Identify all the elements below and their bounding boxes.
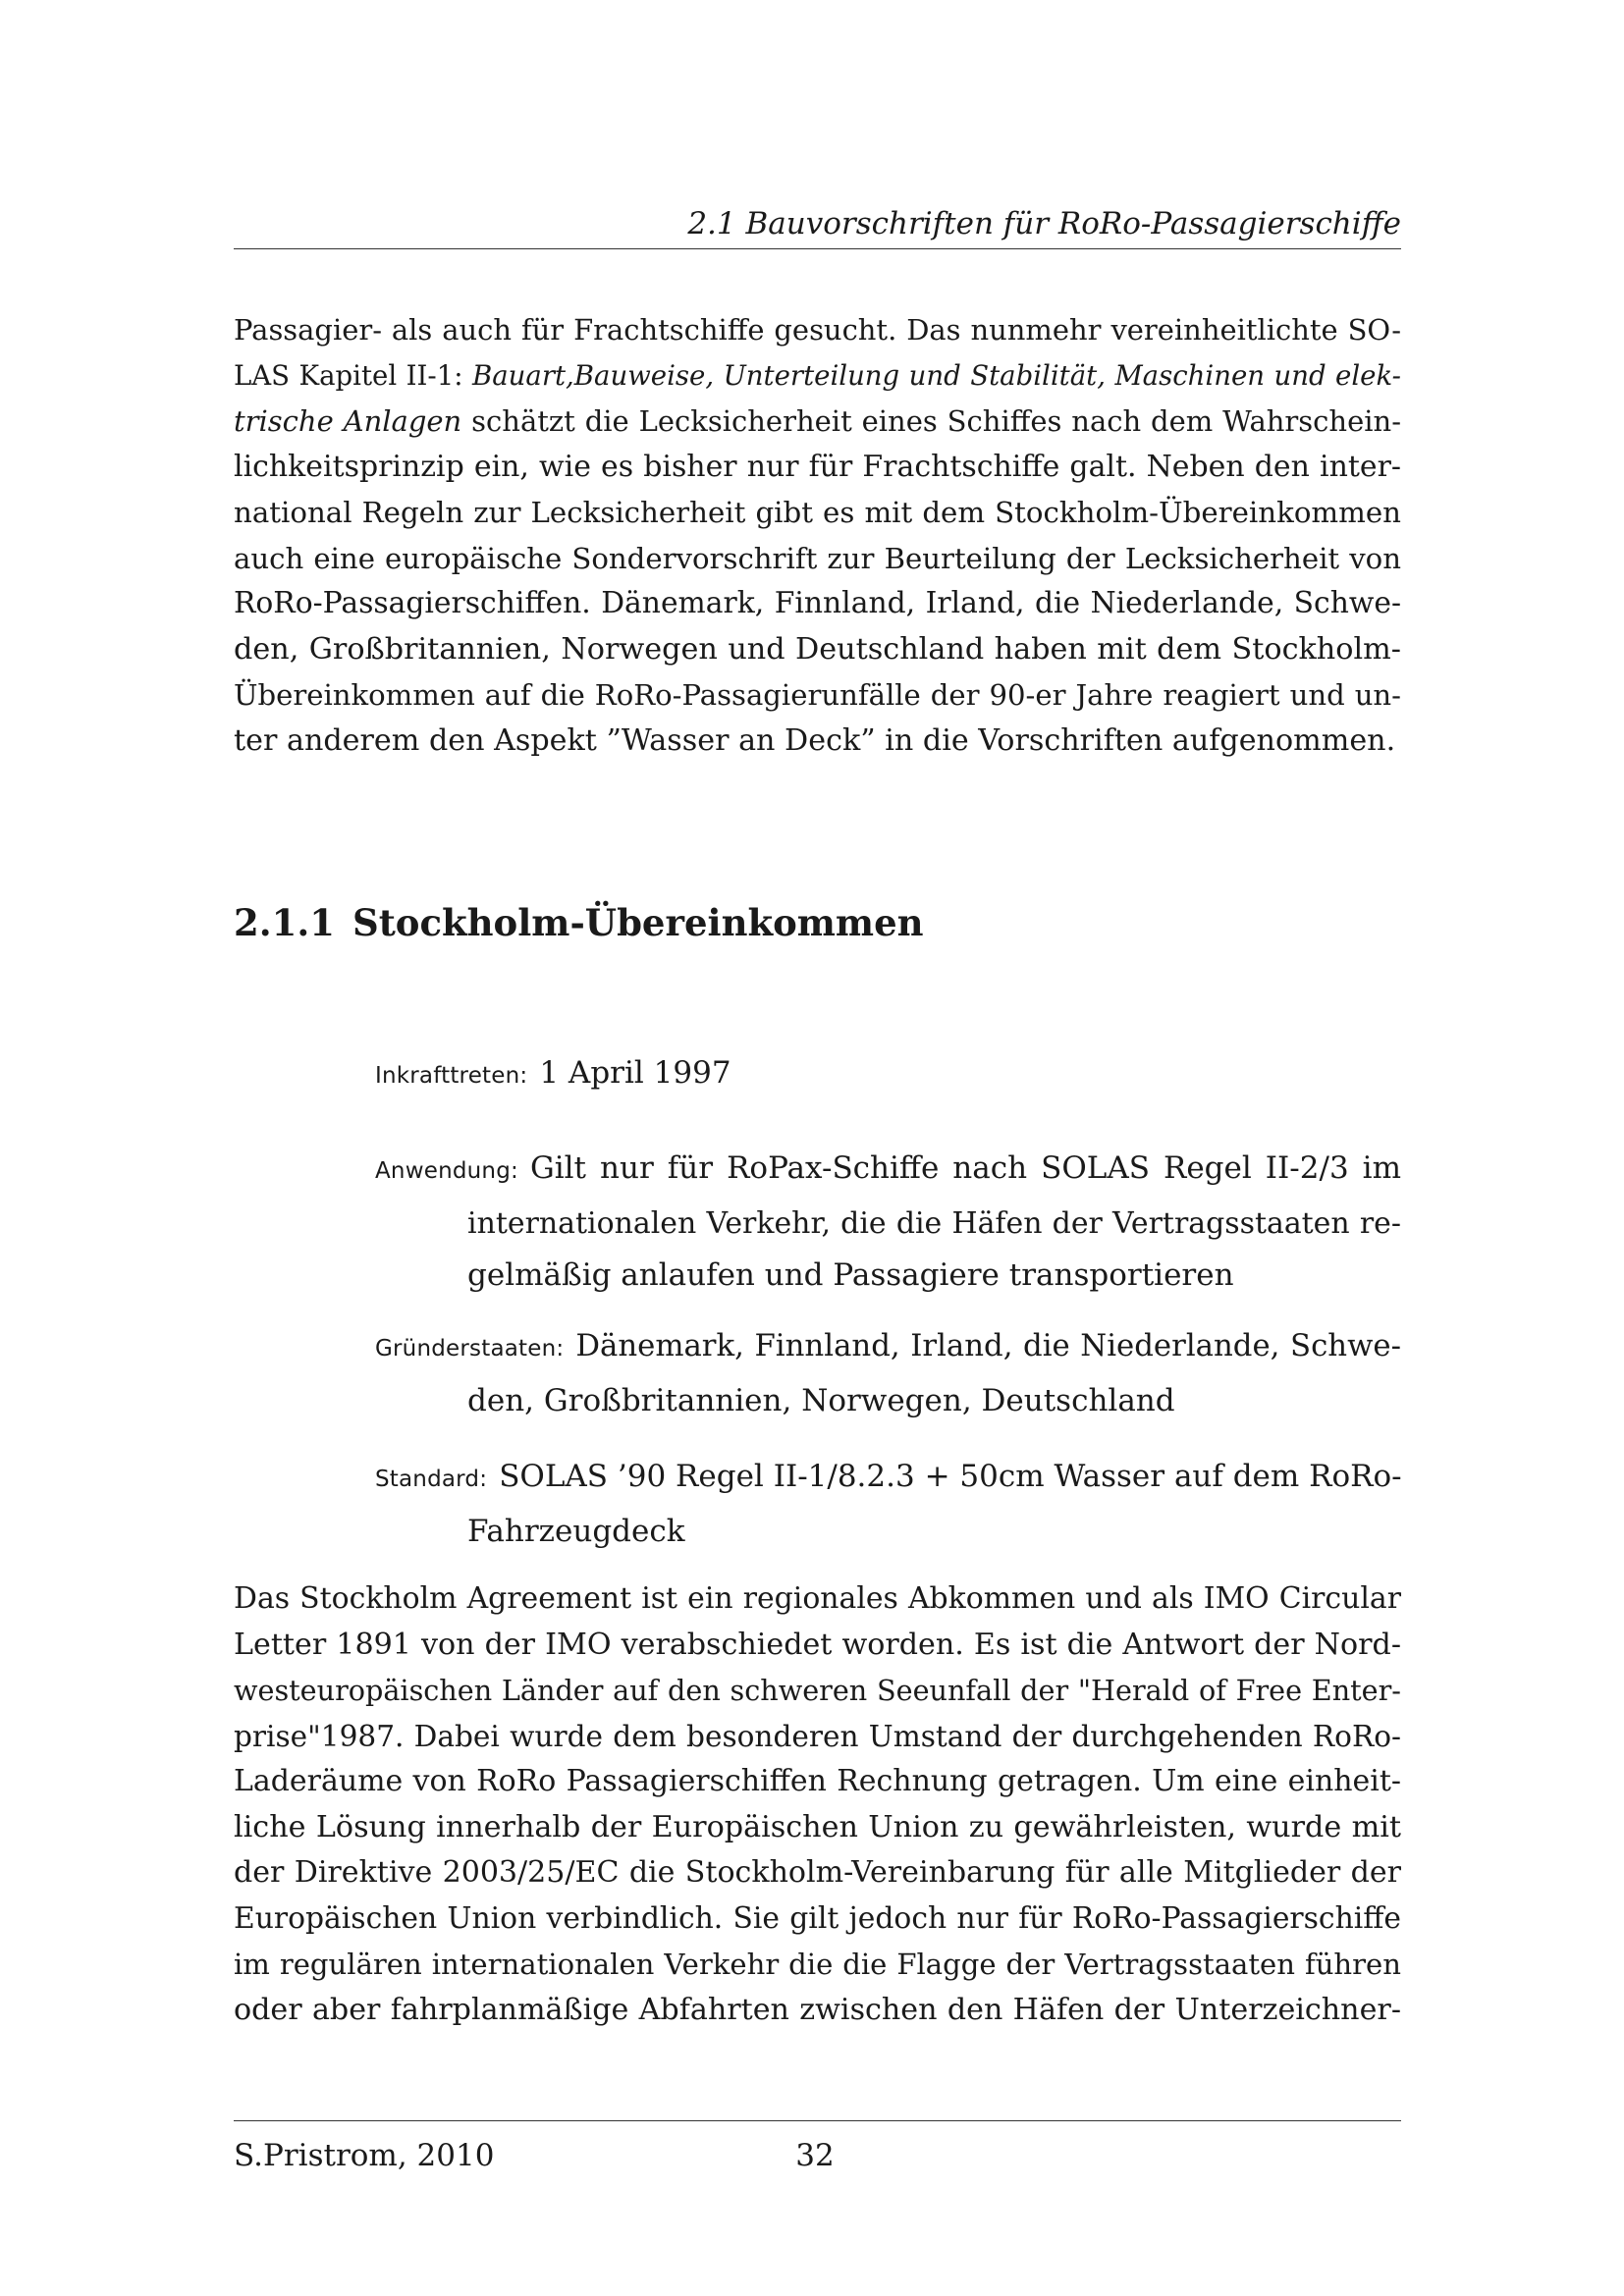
section-title: Stockholm-Übereinkommen <box>352 901 924 944</box>
description-item-standard <box>375 1451 1401 1558</box>
description-line <box>375 1320 1401 1375</box>
paragraph-line: lichkeitsprinzip ein, wie es bisher nur für Frachtschiffe galt. Neben den inter- <box>234 449 1401 484</box>
paragraph-line: Europäischen Union verbindlich. Sie gilt jedoch nur für RoRo-Passagierschiffe <box>234 1900 1401 1936</box>
paragraph-line: Übereinkommen auf die RoRo-Passagierunfälle der 90-er Jahre reagiert und un- <box>234 678 1401 712</box>
paragraph-line <box>234 399 1401 445</box>
description-item-inkrafttreten <box>375 1047 1401 1102</box>
paragraph-line: prise"1987. Dabei wurde dem besonderen Umstand der durchgehenden RoRo- <box>234 1719 1401 1753</box>
description-line: internationalen Verkehr, die die Häfen der Vertragsstaaten re- <box>467 1206 1401 1241</box>
header-rule <box>234 248 1401 249</box>
description-value: 1 April 1997 <box>539 1055 731 1091</box>
section-heading <box>234 898 924 947</box>
page-number: 32 <box>795 2138 835 2173</box>
paragraph-line: westeuropäischen Länder auf den schweren Seeunfall der "Herald of Free Enter- <box>234 1674 1401 1707</box>
paragraph-line: im regulären internationalen Verkehr die die Flagge der Vertragsstaaten führen <box>234 1948 1401 1981</box>
chapter-title-italic-cont: trische Anlagen <box>234 404 462 438</box>
paragraph-line: Letter 1891 von der IMO verabschiedet worden. Es ist die Antwort der Nord- <box>234 1627 1401 1662</box>
description-label: Anwendung: <box>375 1158 518 1184</box>
paragraph-line: oder aber fahrplanmäßige Abfahrten zwischen den Häfen der Unterzeichner- <box>234 1992 1401 2027</box>
description-line <box>375 1451 1401 1506</box>
description-item-gruenderstaaten <box>375 1320 1401 1427</box>
footer-author: S.Pristrom, 2010 <box>234 2138 495 2173</box>
paragraph-line: liche Lösung innerhalb der Europäischen Union zu gewährleisten, wurde mit <box>234 1809 1401 1844</box>
paragraph-line: Laderäume von RoRo Passagierschiffen Rechnung getragen. Um eine einheit- <box>234 1764 1401 1798</box>
running-header: 2.1 Bauvorschriften für RoRo-Passagierschiffe <box>687 206 1401 241</box>
paragraph-line: Das Stockholm Agreement ist ein regionales Abkommen und als IMO Circular <box>234 1581 1401 1616</box>
paragraph-line: auch eine europäische Sondervorschrift zur Beurteilung der Lecksicherheit von <box>234 541 1401 575</box>
paragraph-line: ter anderem den Aspekt ”Wasser an Deck” in die Vorschriften aufgenommen. <box>234 722 1396 758</box>
description-label: Standard: <box>375 1467 488 1492</box>
paragraph-text: schätzt die Lecksicherheit eines Schiffes nach dem Wahrschein- <box>461 404 1402 438</box>
footer-rule <box>234 2120 1401 2121</box>
section-number: 2.1.1 <box>234 901 335 944</box>
description-item-anwendung <box>375 1143 1401 1302</box>
description-line: gelmäßig anlaufen und Passagiere transportieren <box>467 1257 1234 1293</box>
paragraph-line: Passagier- als auch für Frachtschiffe gesucht. Das nunmehr vereinheitlichte SO- <box>234 313 1401 347</box>
intro-paragraph <box>234 307 1401 764</box>
description-value: Gilt nur für RoPax-Schiffe nach SOLAS Regel II-2/3 im <box>529 1150 1401 1186</box>
body-paragraph <box>234 1576 1401 2033</box>
description-label: Gründerstaaten: <box>375 1336 565 1362</box>
description-value: Dänemark, Finnland, Irland, die Niederlande, Schwe- <box>575 1328 1401 1363</box>
paragraph-line: den, Großbritannien, Norwegen und Deutschland haben mit dem Stockholm- <box>234 631 1401 667</box>
paragraph-line <box>234 353 1401 400</box>
paragraph-text: LAS Kapitel II-1: <box>234 359 472 392</box>
paragraph-line: der Direktive 2003/25/EC die Stockholm-Vereinbarung für alle Mitglieder der <box>234 1855 1401 1890</box>
description-line: den, Großbritannien, Norwegen, Deutschland <box>467 1383 1175 1418</box>
description-line <box>375 1047 1401 1102</box>
description-line: Fahrzeugdeck <box>467 1514 685 1549</box>
description-label: Inkrafttreten: <box>375 1063 528 1089</box>
description-line <box>375 1143 1401 1198</box>
chapter-title-italic: Bauart,Bauweise, Unterteilung und Stabilität, Maschinen und elek- <box>471 359 1401 392</box>
description-value: SOLAS ’90 Regel II-1/8.2.3 + 50cm Wasser auf dem RoRo- <box>499 1459 1402 1494</box>
paragraph-line: RoRo-Passagierschiffen. Dänemark, Finnland, Irland, die Niederlande, Schwe- <box>234 586 1401 620</box>
paragraph-line: national Regeln zur Lecksicherheit gibt es mit dem Stockholm-Übereinkommen <box>234 496 1401 529</box>
